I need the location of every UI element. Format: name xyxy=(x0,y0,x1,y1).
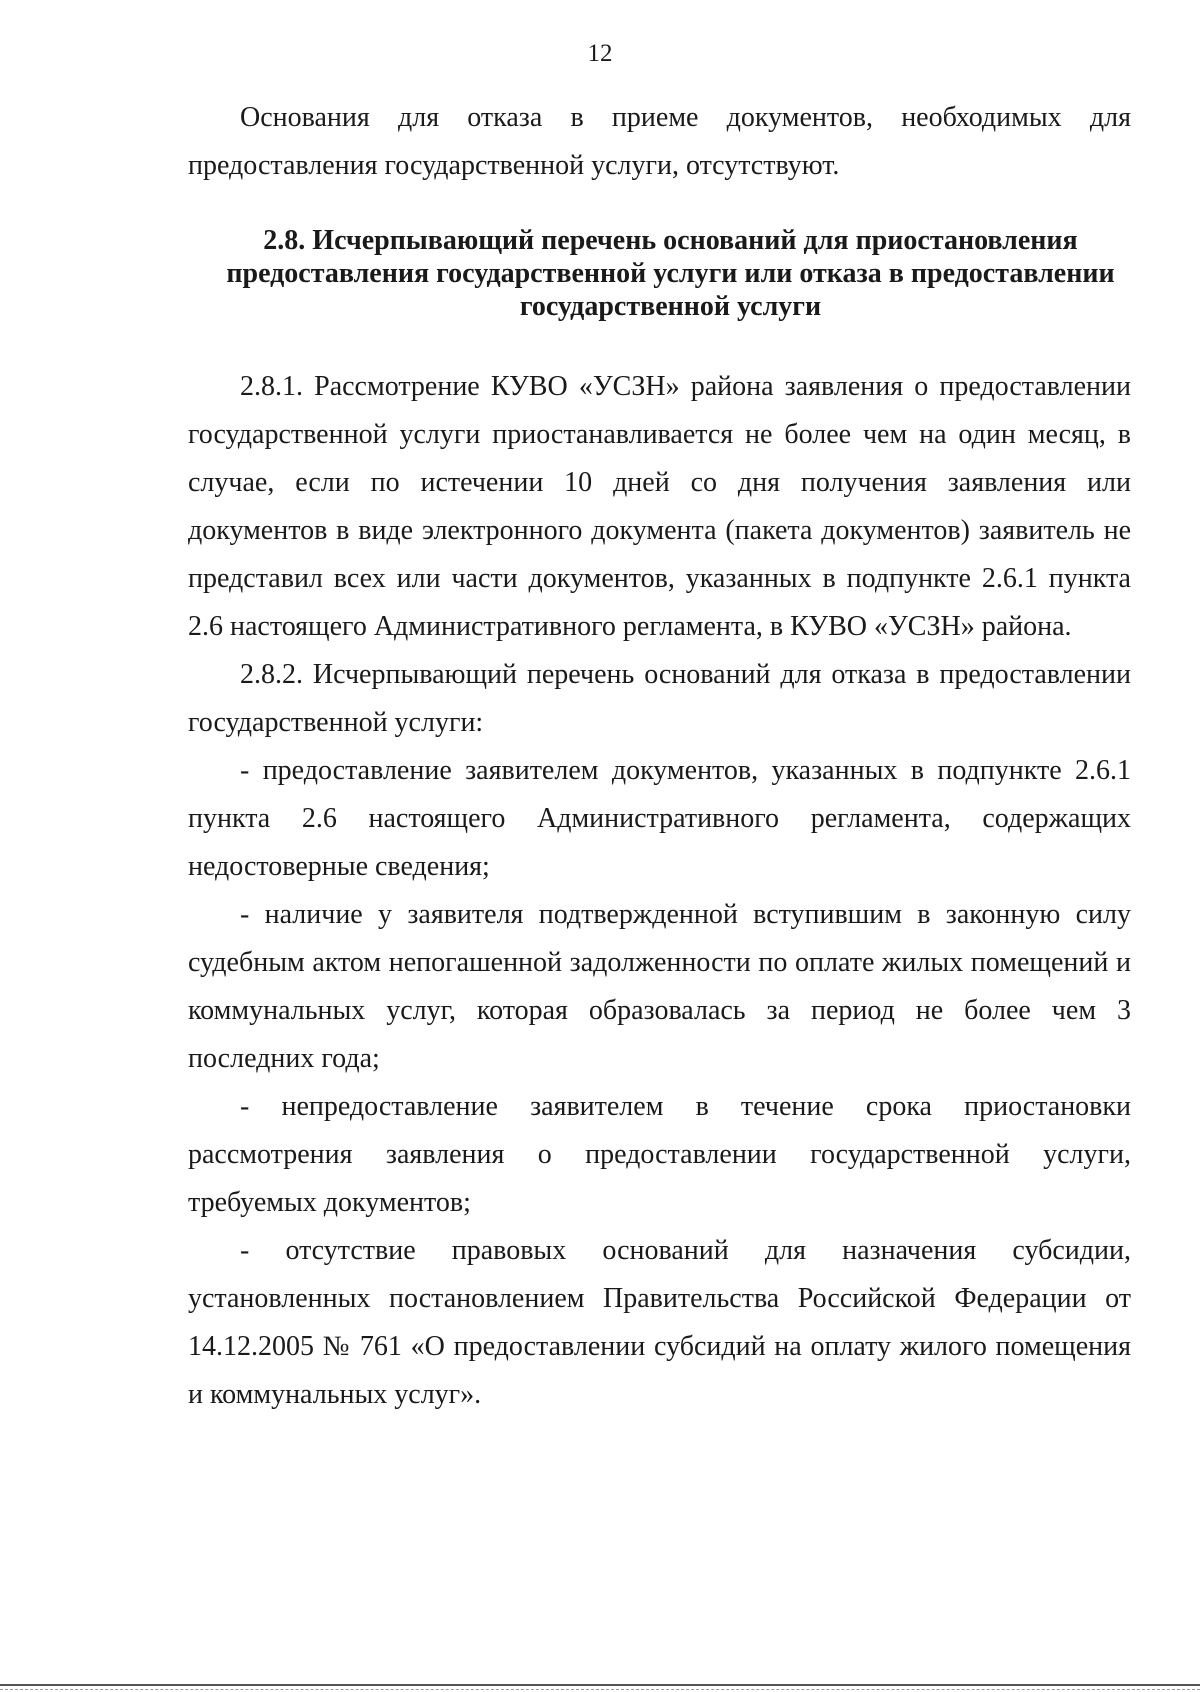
page-bottom-rule xyxy=(0,1684,1200,1686)
document-body xyxy=(188,94,1131,1419)
list-item-debt: - наличие у заявителя подтвержденной вступившим в законную силу судебным актом непогашенной задолженности по оплате жилых помещений и коммунальных услуг, которая образовалась за период не более чем 3 последних года; xyxy=(188,899,1131,1074)
page-number: 12 xyxy=(587,40,613,67)
page-bottom-dashed-rule xyxy=(0,1689,1200,1690)
section-heading-line-3: государственной услуги xyxy=(519,291,822,322)
section-heading xyxy=(188,224,1131,323)
section-heading-line-1: 2.8. Исчерпывающий перечень оснований для приостановления xyxy=(263,225,1078,256)
intro-paragraph: Основания для отказа в приеме документов, необходимых для предоставления государственной услуги, отсутствуют. xyxy=(188,102,1131,181)
list-item-missing-documents: - непредоставление заявителем в течение срока приостановки рассмотрения заявления о предоставлении государственной услуги, требуемых документов; xyxy=(188,1091,1131,1218)
section-heading-line-2: предоставления государственной услуги или отказа в предоставлении xyxy=(226,258,1115,289)
list-item-false-documents: - предоставление заявителем документов, указанных в подпункте 2.6.1 пункта 2.6 настоящего Административного регламента, содержащих недостоверные сведения; xyxy=(188,755,1131,882)
list-item-no-legal-grounds: - отсутствие правовых оснований для назначения субсидии, установленных постановлением Правительства Российской Федерации от 14.12.2005 № 761 «О предоставлении субсидий на оплату жилого помещения и коммунальных услуг». xyxy=(188,1235,1131,1410)
paragraph-2-8-2: 2.8.2. Исчерпывающий перечень оснований для отказа в предоставлении государственной услуги: xyxy=(188,659,1131,738)
paragraph-2-8-1: 2.8.1. Рассмотрение КУВО «УСЗН» района заявления о предоставлении государственной услуги приостанавливается не более чем на один месяц, в случае, если по истечении 10 дней со дня получения заявления или документов в виде электронного документа (пакета документов) заявитель не представил всех или части документов, указанных в подпункте 2.6.1 пункта 2.6 настоящего Административного регламента, в КУВО «УСЗН» района. xyxy=(188,371,1131,642)
